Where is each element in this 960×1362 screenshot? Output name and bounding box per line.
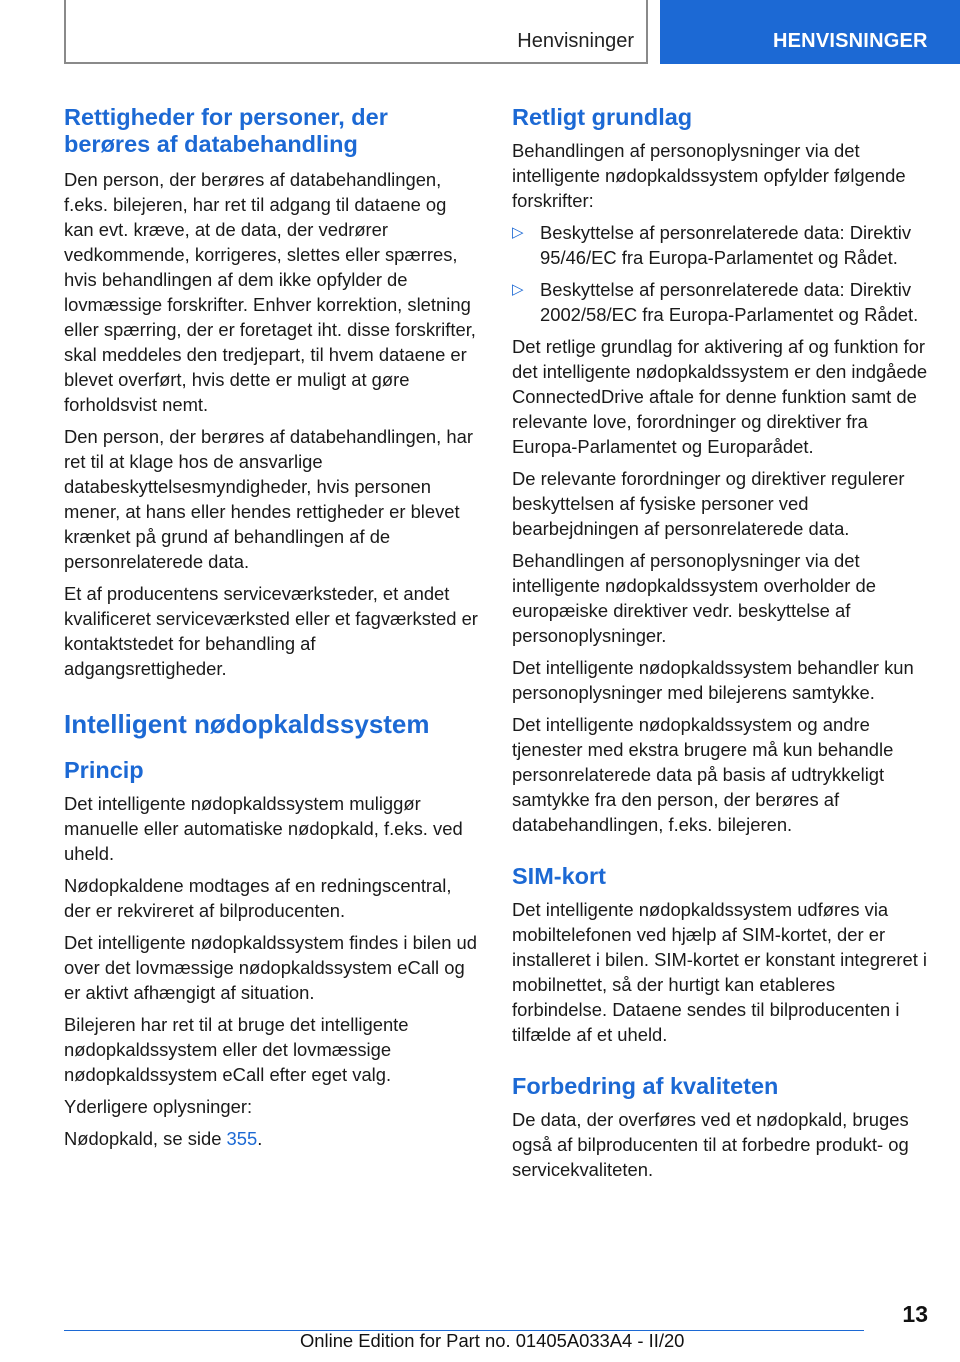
legal-paragraph-5: Det intelligente nødopkaldssystem behandler kun personoplysninger med bilejerens samtykke. — [512, 657, 914, 703]
list-item-text: Beskyttelse af personrelaterede data: Direktiv 95/46/EC fra Europa-Parlamentet og Rådet. — [540, 222, 912, 268]
system-heading: Intelligent nødopkaldssystem — [64, 709, 430, 739]
reference-text: Nødopkald, se side — [64, 1128, 227, 1149]
principle-paragraph-4: Bilejeren har ret til at bruge det intelligente nødopkaldssystem eller det lovmæssige nødopkaldssystem eCall efter eget valg. — [64, 1014, 409, 1085]
principle-paragraph-2: Nødopkaldene modtages af en redningscentral, der er rekvireret af bilproducenten. — [64, 875, 452, 921]
right-column — [512, 104, 930, 1189]
principle-heading: Princip — [64, 757, 144, 783]
reference-end: . — [257, 1128, 263, 1149]
sim-card-heading: SIM-kort — [512, 863, 606, 889]
left-column — [64, 104, 480, 1158]
header-section-box — [64, 0, 648, 64]
principle-paragraph-3: Det intelligente nødopkaldssystem findes i bilen ud over det lovmæssige nødopkaldssystem eCall og er aktivt afhængigt af situation. — [64, 932, 477, 1003]
list-item-text: Beskyttelse af personrelaterede data: Direktiv 2002/58/EC fra Europa-Parlamentet og Rådet. — [540, 279, 919, 325]
triangle-bullet-icon: ▷ — [512, 281, 524, 298]
list-item — [512, 220, 930, 270]
quality-heading: Forbedring af kvaliteten — [512, 1073, 779, 1099]
legal-basis-heading: Retligt grundlag — [512, 104, 693, 130]
quality-paragraph-1: De data, der overføres ved et nødopkald, bruges også af bilproducenten til at forbedre produkt- og servicekvaliteten. — [512, 1109, 909, 1180]
legal-paragraph-6: Det intelligente nødopkaldssystem og andre tjenester med ekstra brugere må kun behandle personrelaterede data på basis af udtrykkeligt samtykke fra den person, der berøres af databehandlingen, f.eks. bilejeren. — [512, 714, 894, 835]
legal-paragraph-3: De relevante forordninger og direktiver regulerer beskyttelsen af fysiske personer ved bearbejdningen af personrelaterede data. — [512, 468, 905, 539]
emergency-call-reference — [64, 1126, 480, 1151]
rights-paragraph-1: Den person, der berøres af databehandlingen, f.eks. bilejeren, har ret til adgang til dataene og kan evt. kræve, at de data, der vedrører vedkommende, korrigeres, slettes eller spærres, hvis behandlingen af dem ikke opfylder de lovmæssige forskrifter. Enhver korrektion, sletning eller spærring, der er foretaget iht. disse forskrifter, skal meddeles den tredjepart, til hvem dataene er blevet overført, hvis dette er muligt at gøre forholdsvist nemt. — [64, 169, 476, 415]
header-chapter-title: HENVISNINGER — [773, 30, 928, 52]
header-section-title: Henvisninger — [517, 30, 634, 52]
rights-heading: Rettigheder for personer, der berøres af databehandling — [64, 104, 388, 157]
principle-paragraph-1: Det intelligente nødopkaldssystem muliggør manuelle eller automatiske nødopkald, f.eks. ved uheld. — [64, 793, 463, 864]
rights-paragraph-2: Den person, der berøres af databehandlingen, har ret til at klage hos de ansvarlige databeskyttelsesmyndigheder, hvis personen mener, at hans eller hendes rettigheder er blevet krænket på grund af behandlingen af de personrelaterede data. — [64, 426, 473, 572]
legal-paragraph-1: Behandlingen af personoplysninger via det intelligente nødopkaldssystem opfylder følgende forskrifter: — [512, 140, 906, 211]
list-item — [512, 277, 930, 327]
page-number: 13 — [902, 1301, 928, 1327]
triangle-bullet-icon: ▷ — [512, 224, 524, 241]
header-chapter-tab — [660, 0, 960, 64]
rights-paragraph-3: Et af producentens serviceværksteder, et andet kvalificeret serviceværksted eller et fagværksted er kontaktstedet for behandling af adgangsrettigheder. — [64, 583, 478, 679]
legal-paragraph-4: Behandlingen af personoplysninger via det intelligente nødopkaldssystem overholder de europæiske direktiver vedr. beskyttelse af personoplysninger. — [512, 550, 876, 646]
legal-paragraph-2: Det retlige grundlag for aktivering af og funktion for det intelligente nødopkaldssystem er den indgåede ConnectedDrive aftale for denne funktion samt de relevante love, forordninger og direktiver fra Europa-Parlamentet og Europarådet. — [512, 336, 928, 457]
page-link-355[interactable]: 355 — [226, 1128, 258, 1149]
principle-paragraph-5: Yderligere oplysninger: — [64, 1096, 253, 1117]
sim-paragraph-1: Det intelligente nødopkaldssystem udføres via mobiltelefonen ved hjælp af SIM-kortet, der er installeret i bilen. SIM-kortet er konstant integreret i mobilnettet, så der hurtigt kan etableres forbindelse. Dataene sendes til bilproducenten i tilfælde af et uheld. — [512, 899, 927, 1045]
footer-edition-text: Online Edition for Part no. 01405A033A4 - II/20 — [300, 1330, 685, 1351]
directive-list — [512, 220, 930, 327]
